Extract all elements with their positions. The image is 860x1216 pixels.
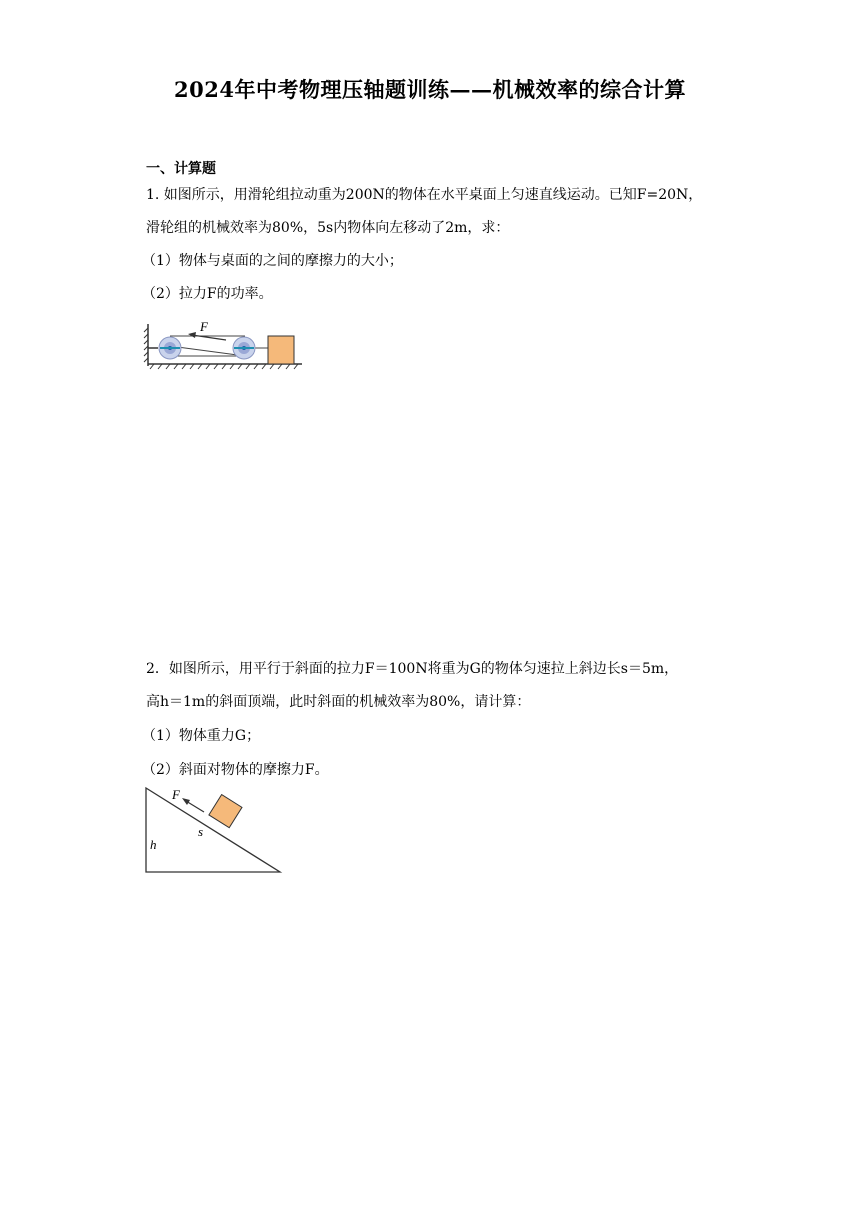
incline-label-F: F xyxy=(172,787,180,802)
incline-label-s: s xyxy=(198,824,204,839)
pulley-figure xyxy=(140,318,310,374)
force-label-F: F xyxy=(200,319,208,334)
q2-line-1: 2．如图所示，用平行于斜面的拉力F＝100N将重为G的物体匀速拉上斜边长s＝5m， xyxy=(146,661,679,677)
q1-part-1: （1）物体与桌面的之间的摩擦力的大小； xyxy=(142,253,403,269)
block-object xyxy=(268,336,294,364)
incline-label-h: h xyxy=(150,837,157,852)
document-title: 2024年中考物理压轴题训练——机械效率的综合计算 xyxy=(174,77,686,102)
fixed-pulley xyxy=(159,337,181,359)
q2-part-2: （2）斜面对物体的摩擦力F。 xyxy=(142,762,329,778)
section-heading: 一、计算题 xyxy=(146,161,216,177)
q2-line-2: 高h＝1m的斜面顶端，此时斜面的机械效率为80%，请计算： xyxy=(146,694,531,710)
q1-line-1: 1. 如图所示，用滑轮组拉动重为200N的物体在水平桌面上匀速直线运动。已知F=20N， xyxy=(146,187,703,203)
movable-pulley xyxy=(233,337,255,359)
incline-figure xyxy=(140,784,290,876)
q2-part-1: （1）物体重力G； xyxy=(142,728,261,744)
q1-line-2: 滑轮组的机械效率为80%，5s内物体向左移动了2m，求： xyxy=(146,220,510,236)
incline-triangle xyxy=(146,788,280,872)
incline-block xyxy=(209,795,242,828)
incline-force-arrow xyxy=(182,798,204,812)
q1-part-2: （2）拉力F的功率。 xyxy=(142,286,273,302)
